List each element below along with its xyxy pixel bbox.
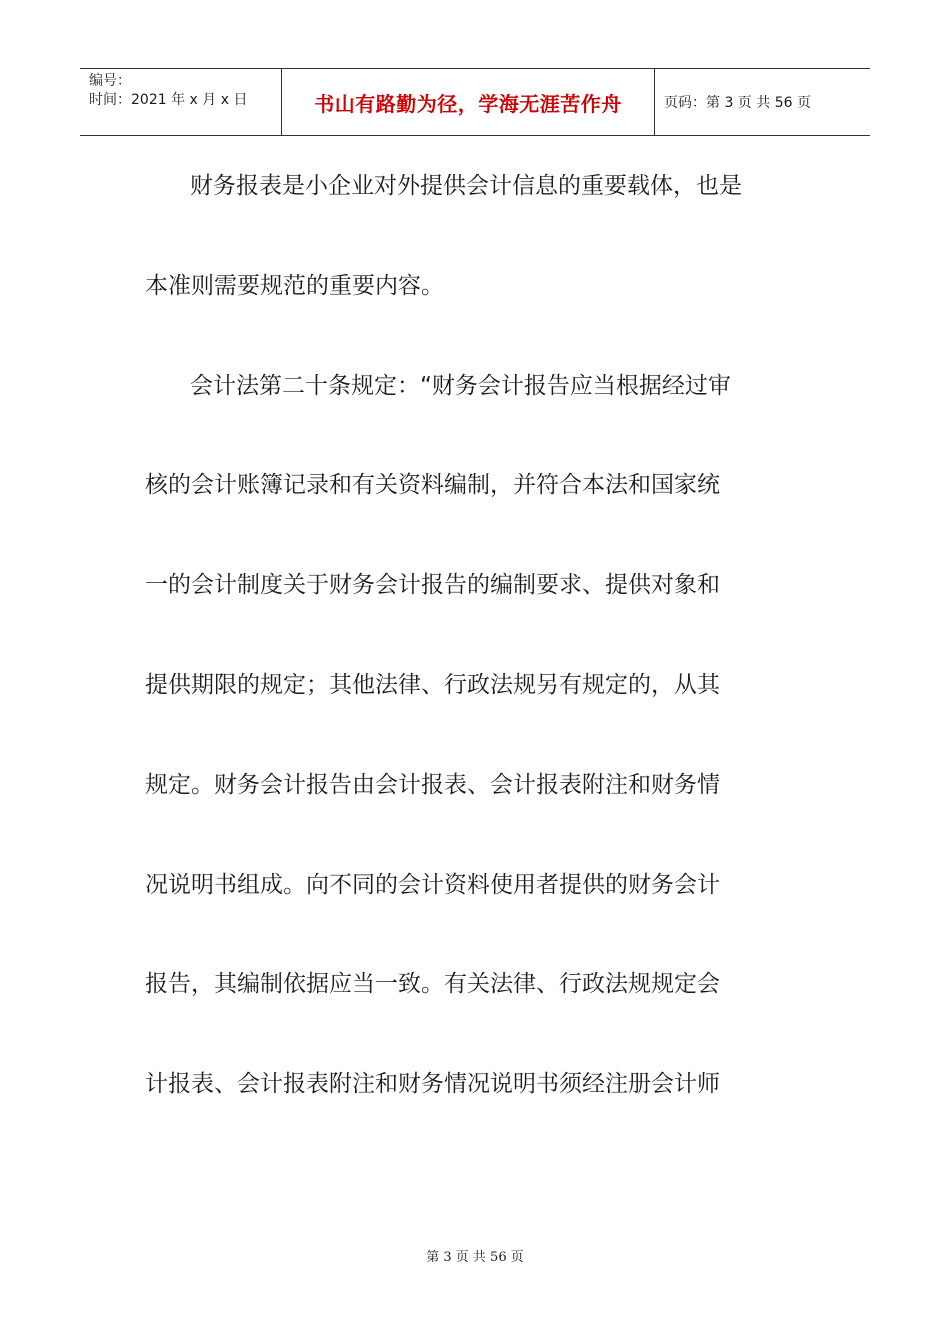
- header-meta-cell: [80, 69, 282, 135]
- paragraph-line: 计报表、会计报表附注和财务情况说明书须经注册会计师: [145, 1071, 720, 1098]
- motto-text: 书山有路勤为径，学海无涯苦作舟: [314, 91, 622, 116]
- page-footer: [0, 1246, 950, 1265]
- header-motto-cell: [282, 69, 655, 135]
- paragraph-line: 提供期限的规定；其他法律、行政法规另有规定的，从其: [145, 671, 720, 698]
- document-body: [145, 160, 815, 1158]
- number-label: 编号：: [89, 73, 131, 89]
- paragraph-line: 一的会计制度关于财务会计报告的编制要求、提供对象和: [145, 572, 720, 599]
- page-header: [80, 68, 870, 136]
- paragraph-line: 本准则需要规范的重要内容。: [145, 272, 444, 299]
- header-page-cell: [655, 69, 870, 135]
- paragraph-line: 规定。财务会计报告由会计报表、会计报表附注和财务情: [145, 771, 720, 798]
- paragraph-line: 况说明书组成。向不同的会计资料使用者提供的财务会计: [145, 871, 720, 898]
- paragraph-line: 报告，其编制依据应当一致。有关法律、行政法规规定会: [145, 971, 720, 998]
- paragraph-line: 核的会计账簿记录和有关资料编制，并符合本法和国家统: [145, 472, 720, 499]
- page-info: 页码：第 3 页 共 56 页: [664, 95, 811, 111]
- paragraph-line: 财务报表是小企业对外提供会计信息的重要载体，也是: [190, 173, 742, 199]
- footer-page-number: 第 3 页 共 56 页: [426, 1250, 524, 1265]
- paragraph-line: 会计法第二十条规定：“财务会计报告应当根据经过审: [190, 372, 731, 399]
- time-label: 时间：2021 年 x 月 x 日: [89, 92, 248, 108]
